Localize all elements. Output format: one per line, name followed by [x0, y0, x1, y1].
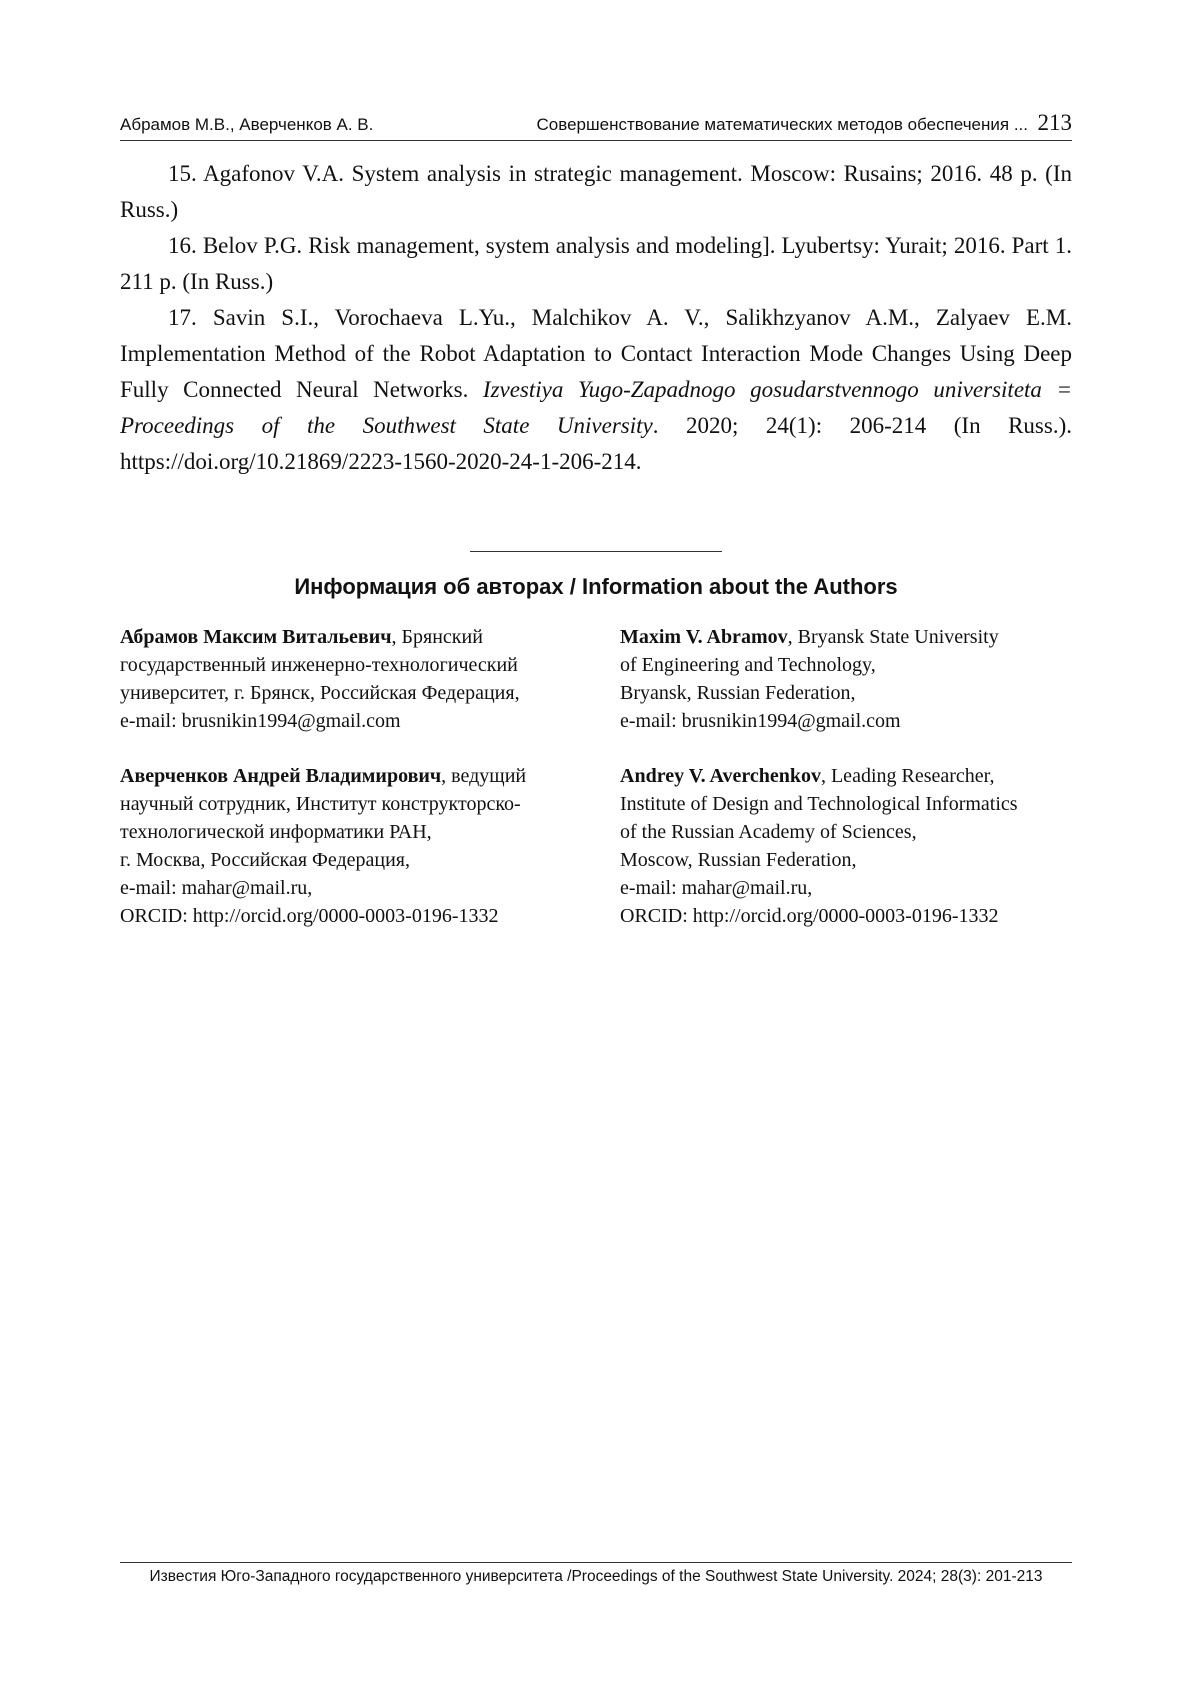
author-line: университет, г. Брянск, Российская Федерация,	[120, 682, 520, 704]
reference-journal-title: Izvestiya Yugo-Zapadnogo gosudarstvennogo universiteta = Proceedings of the Southwest State University	[120, 377, 1072, 438]
reference-item	[120, 300, 1072, 480]
author-info-ru	[120, 623, 590, 735]
author-name-ru: Абрамов Максим Витальевич	[120, 626, 392, 648]
author-line: Bryansk, Russian Federation,	[620, 682, 856, 704]
author-email: e-mail: brusnikin1994@gmail.com	[620, 710, 901, 732]
page-number: 213	[1037, 110, 1072, 135]
author-line: государственный инженерно-технологический	[120, 654, 518, 676]
author-name-ru: Аверченков Андрей Владимирович	[120, 765, 442, 787]
author-email: e-mail: mahar@mail.ru,	[620, 877, 813, 899]
author-orcid: ORCID: http://orcid.org/0000-0003-0196-1332	[620, 905, 999, 927]
author-line: of Engineering and Technology,	[620, 654, 876, 676]
reference-item	[120, 228, 1072, 300]
author-email: e-mail: mahar@mail.ru,	[120, 877, 313, 899]
author-line: of the Russian Academy of Sciences,	[620, 821, 917, 843]
author-line: , Bryansk State University	[787, 626, 999, 648]
section-separator	[470, 551, 722, 552]
author-line: технологической информатики РАН,	[120, 821, 432, 843]
reference-item	[120, 156, 1072, 228]
reference-text: 16. Belov P.G. Risk management, system analysis and modeling]. Lyubertsy: Yurait; 2016. Part 1. 211 p. (In Russ.)	[120, 233, 1072, 294]
author-line: , Leading Researcher,	[820, 765, 995, 787]
references-list	[120, 156, 1072, 480]
reference-text: 17. Savin S.I., Vorochaeva L.Yu., Malchikov A. V., Salikhzyanov A.M., Zalyaev E.M. Implementation Method of the Robot Adaptation to Contact Interaction Mode Changes Using Deep Fully Connected Neural Networks.	[120, 305, 1072, 402]
author-line: , Брянский	[391, 626, 483, 648]
author-line: Moscow, Russian Federation,	[620, 849, 857, 871]
author-line: Institute of Design and Technological Informatics	[620, 793, 1018, 815]
header-authors: Абрамов М.В., Аверченков А. В.	[120, 115, 374, 134]
author-name-en: Andrey V. Averchenkov	[620, 765, 821, 787]
running-footer: Известия Юго-Западного государственного университета /Proceedings of the Southwest State University. 2024; 28(3): 201-213	[120, 1562, 1072, 1587]
author-name-en: Maxim V. Abramov	[620, 626, 788, 648]
running-header	[120, 108, 1072, 141]
reference-text: . 2020; 24(1): 206-214 (In Russ.). https://doi.org/10.21869/2223-1560-2020-24-1-206-214.	[120, 413, 1072, 474]
author-info-en	[620, 762, 1080, 930]
author-line: г. Москва, Российская Федерация,	[120, 849, 410, 871]
author-info-en	[620, 623, 1080, 735]
header-short-title: Совершенствование математических методов обеспечения ...	[536, 115, 1028, 134]
author-line: , ведущий	[441, 765, 527, 787]
reference-text: 15. Agafonov V.A. System analysis in strategic management. Moscow: Rusains; 2016. 48 p. (In Russ.)	[120, 161, 1072, 222]
author-line: научный сотрудник, Институт конструкторско-	[120, 793, 521, 815]
author-info-ru	[120, 762, 590, 930]
authors-heading: Информация об авторах / Information about the Authors	[294, 574, 898, 599]
author-orcid: ORCID: http://orcid.org/0000-0003-0196-1332	[120, 905, 499, 927]
author-email: e-mail: brusnikin1994@gmail.com	[120, 710, 401, 732]
